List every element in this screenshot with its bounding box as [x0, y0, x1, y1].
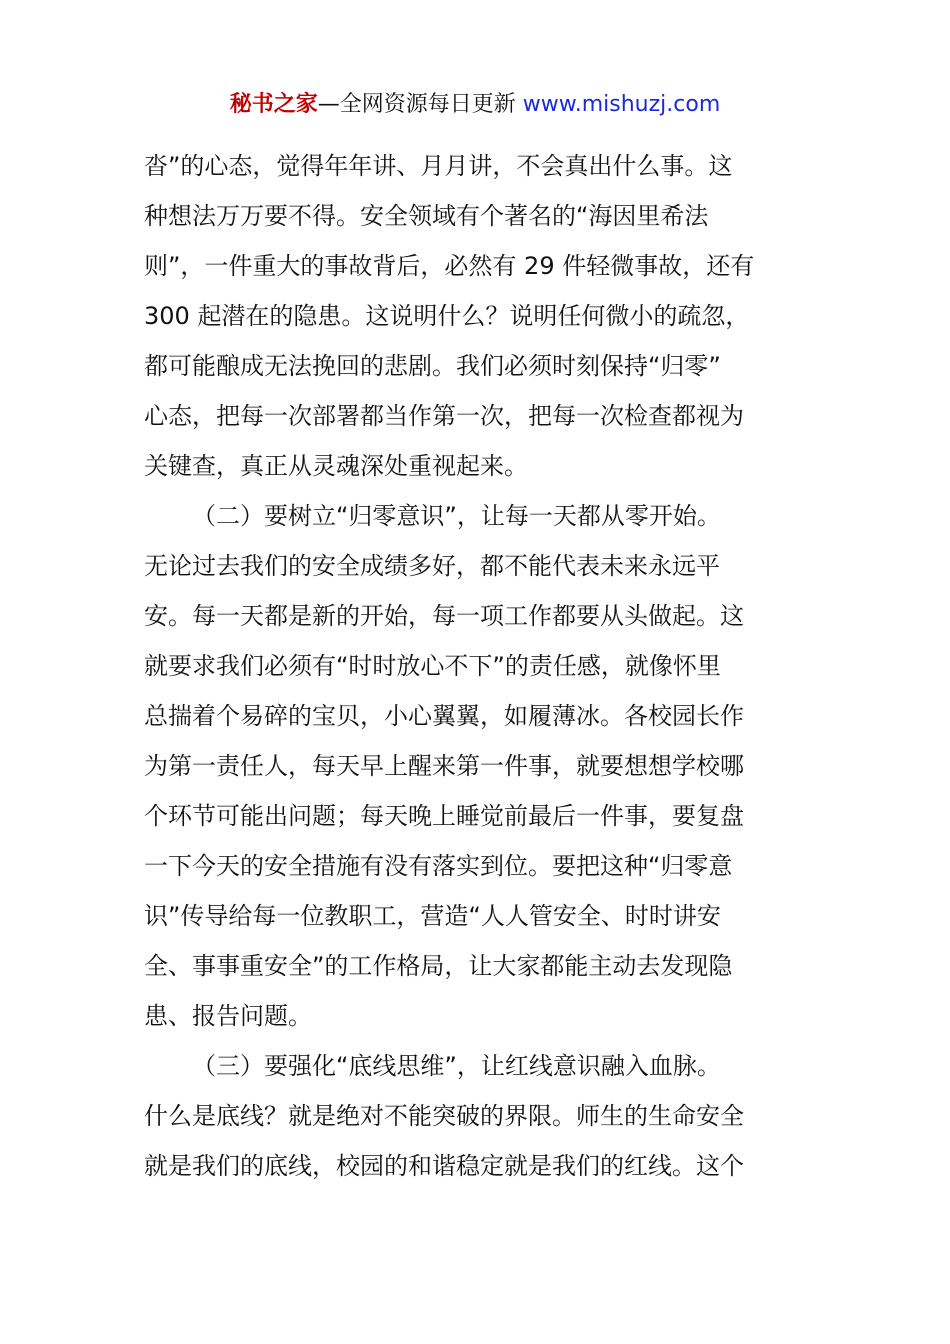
- text-line: 一下今天的安全措施有没有落实到位。要把这种“归零意: [144, 852, 733, 880]
- header-tagline: —全网资源每日更新: [317, 92, 523, 117]
- text-line: 什么是底线？就是绝对不能突破的界限。师生的生命安全: [144, 1102, 744, 1130]
- text-line: 无论过去我们的安全成绩多好，都不能代表未来永远平: [144, 552, 720, 580]
- text-line: 沓”的心态，觉得年年讲、月月讲，不会真出什么事。这: [144, 152, 733, 180]
- text-line: 识”传导给每一位教职工，营造“人人管安全、时时讲安: [144, 902, 721, 930]
- text-line: 总揣着个易碎的宝贝，小心翼翼，如履薄冰。各校园长作: [144, 702, 744, 730]
- brand-name: 秘书之家: [229, 92, 318, 117]
- text-line: 心态，把每一次部署都当作第一次，把每一次检查都视为: [144, 402, 744, 430]
- document-body: [144, 146, 816, 1196]
- text-line: 关键查，真正从灵魂深处重视起来。: [144, 452, 528, 480]
- text-line: 300 起潜在的隐患。这说明什么？说明任何微小的疏忽，: [144, 302, 750, 330]
- text-line: 患、报告问题。: [144, 1002, 312, 1030]
- text-line: 就是我们的底线，校园的和谐稳定就是我们的红线。这个: [144, 1152, 744, 1180]
- text-line: 则”，一件重大的事故背后，必然有 29 件轻微事故，还有: [144, 252, 755, 280]
- section-heading-3: （三）要强化“底线思维”，让红线意识融入血脉。: [192, 1052, 721, 1080]
- page-header: [0, 88, 950, 122]
- text-line: 全、事事重安全”的工作格局，让大家都能主动去发现隐: [144, 952, 733, 980]
- text-line: 种想法万万要不得。安全领域有个著名的“海因里希法: [144, 202, 709, 230]
- text-line: 就要求我们必须有“时时放心不下”的责任感，就像怀里: [144, 652, 721, 680]
- text-line: 安。每一天都是新的开始，每一项工作都要从头做起。这: [144, 602, 744, 630]
- text-line: 都可能酿成无法挽回的悲剧。我们必须时刻保持“归零”: [144, 352, 721, 380]
- text-line: 为第一责任人，每天早上醒来第一件事，就要想想学校哪: [144, 752, 744, 780]
- text-line: 个环节可能出问题；每天晚上睡觉前最后一件事，要复盘: [144, 802, 744, 830]
- header-url: www.mishuzj.com: [522, 92, 721, 117]
- section-heading-2: （二）要树立“归零意识”，让每一天都从零开始。: [192, 502, 721, 530]
